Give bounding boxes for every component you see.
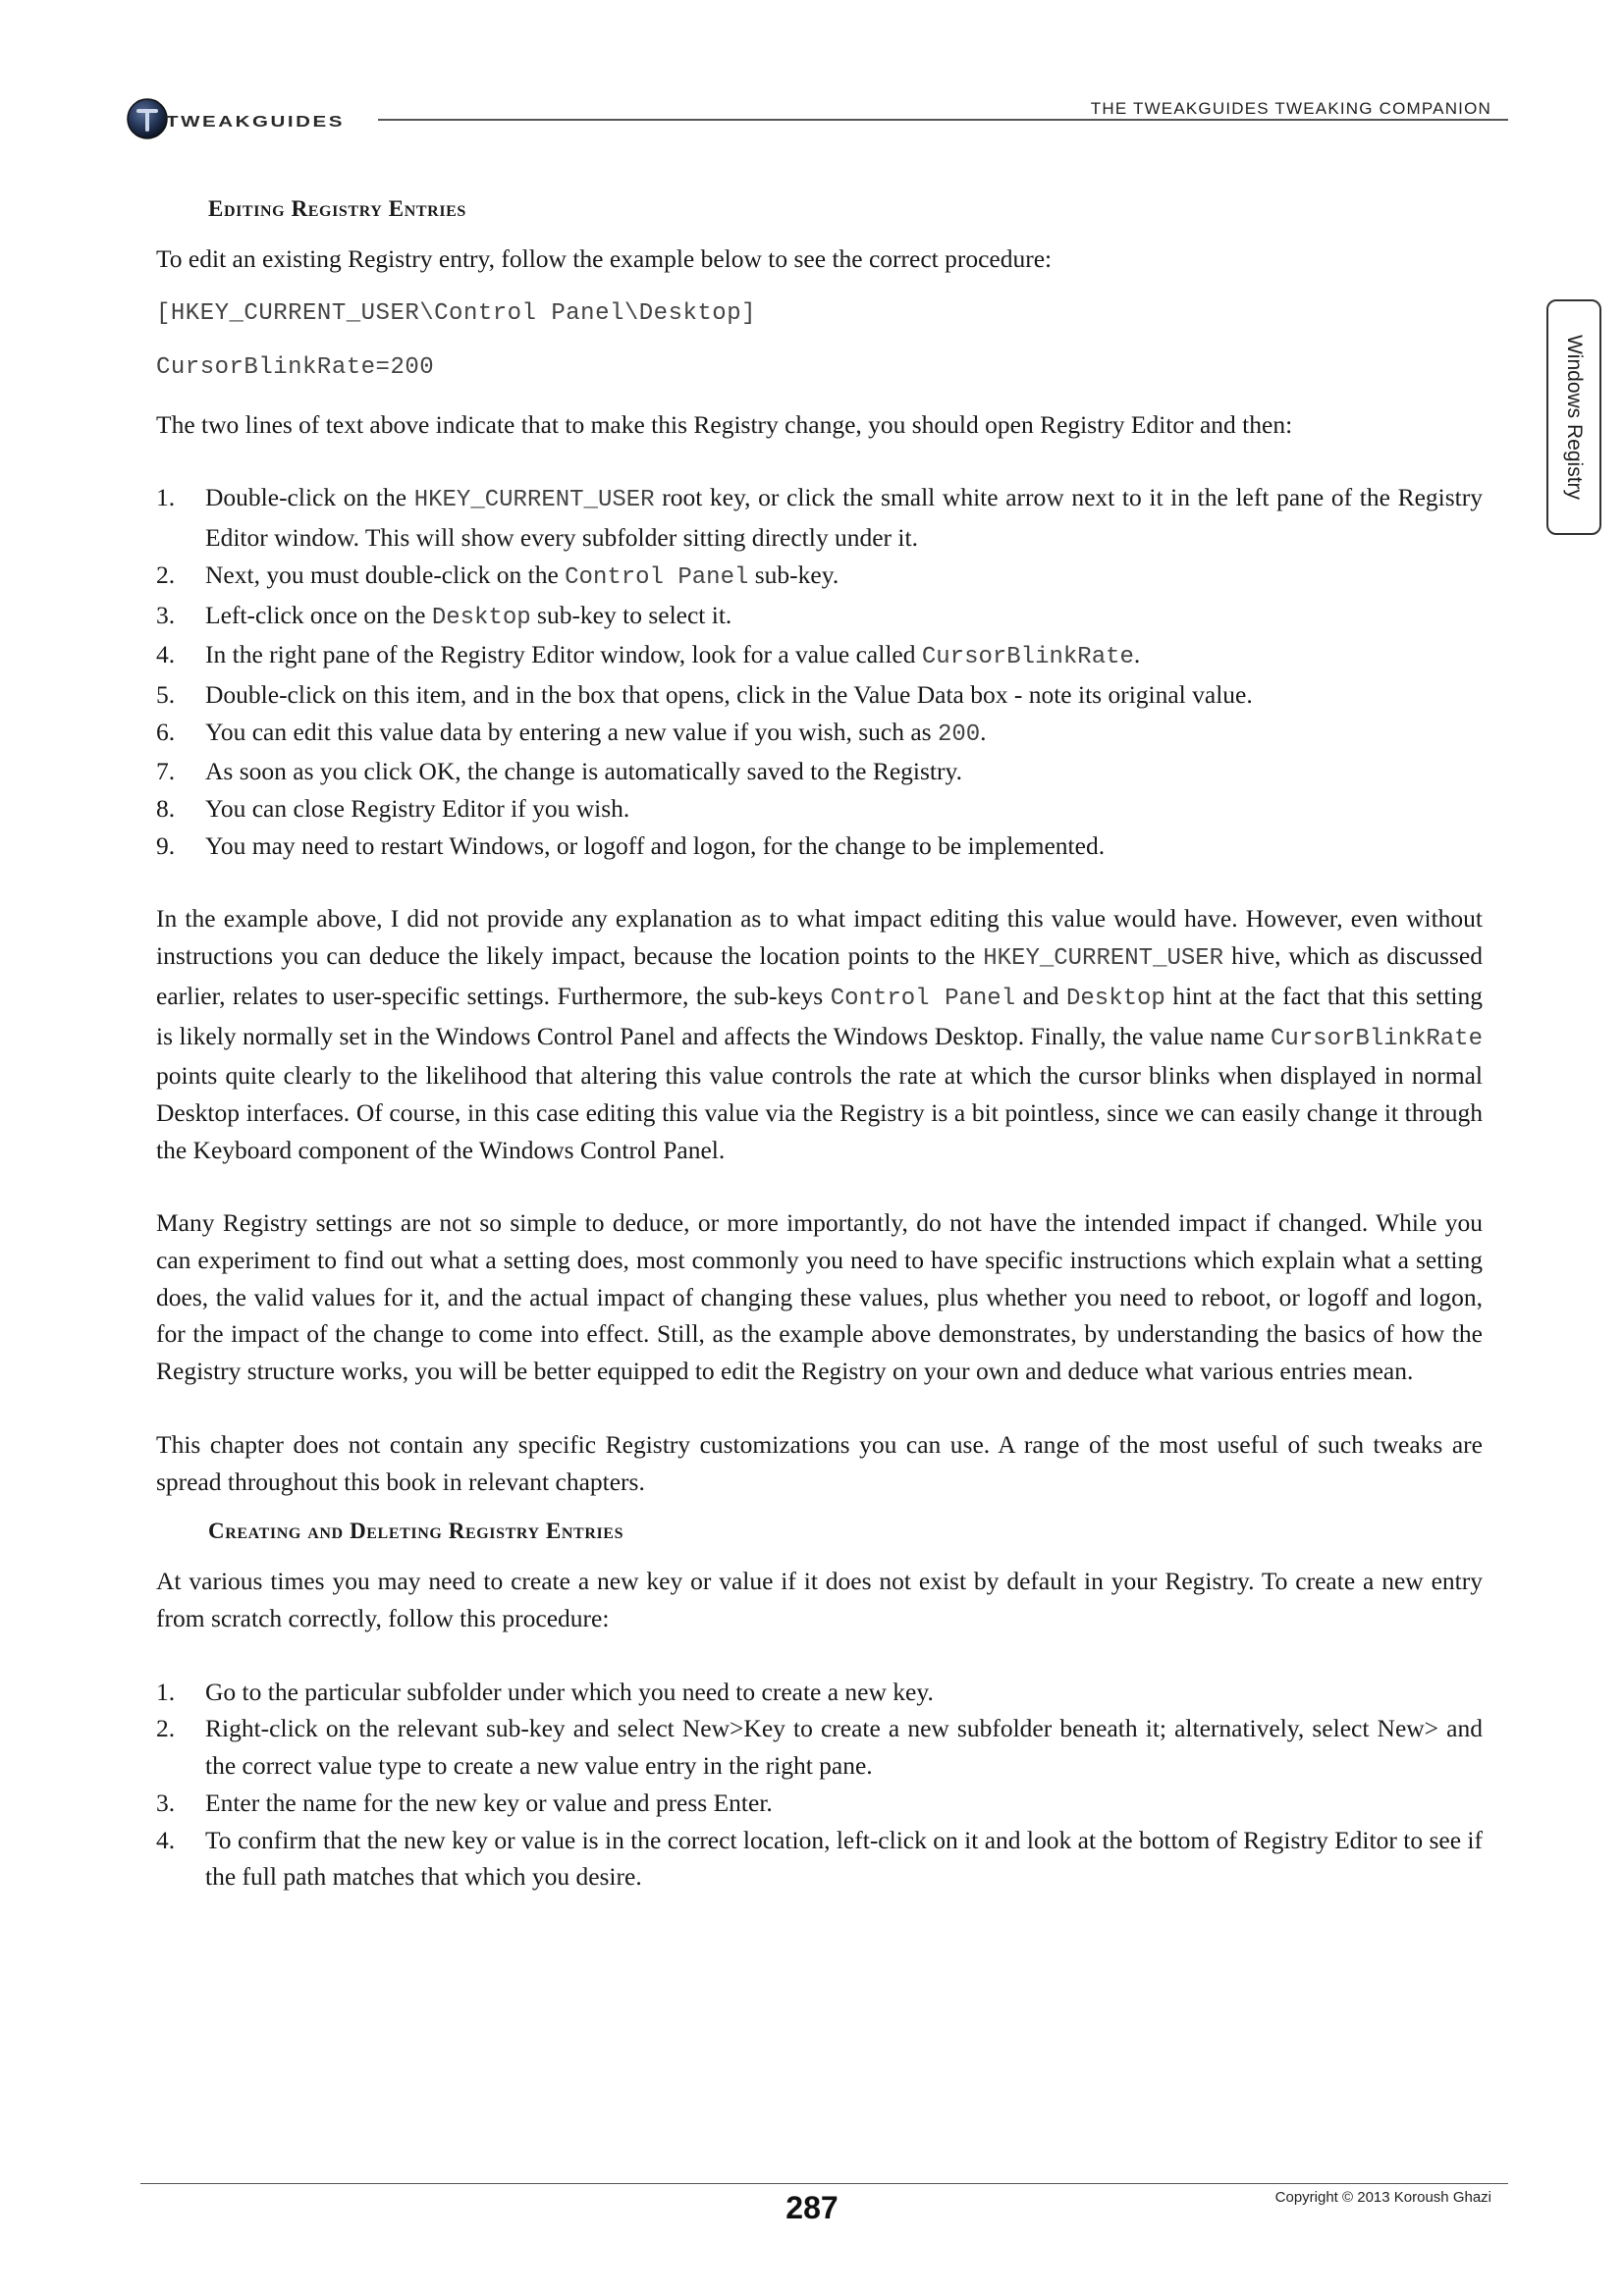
list-item-text: Next, you must double-click on the: [205, 560, 566, 589]
paragraph-text: and: [1015, 981, 1066, 1010]
list-item-number: 4.: [156, 1825, 176, 1854]
editing-lead: The two lines of text above indicate that to make this Registry change, you should open Registry Editor and then:: [156, 409, 1293, 439]
section-heading-editing: Editing Registry Entries: [208, 196, 466, 221]
list-item: [156, 753, 1483, 790]
tweakguides-logo: [126, 96, 361, 145]
list-item-text: .: [980, 717, 987, 746]
list-item-number: 1.: [156, 1677, 176, 1706]
list-item: [156, 1785, 1483, 1822]
chapter-side-tab-label: Windows Registry: [1563, 334, 1586, 501]
list-item-number: 2.: [156, 1714, 176, 1743]
footer-divider: [140, 2183, 1508, 2184]
section-heading-creating: Creating and Deleting Registry Entries: [208, 1519, 624, 1544]
list-item-text: You can edit this value data by entering a new value if you wish, such as: [205, 717, 938, 746]
header-divider: [378, 119, 1508, 121]
list-item-text: Double-click on this item, and in the box that opens, click in the Value Data box - note its original value.: [205, 679, 1253, 709]
paragraph-text: hint at the fact that this setting is likely normally set in the Windows Control Panel and affects the Windows Desktop. Finally, the value name: [156, 981, 1484, 1050]
list-item-number: 2.: [156, 560, 176, 589]
list-item: [156, 557, 1483, 597]
list-item: [156, 1710, 1483, 1784]
list-item-text: As soon as you click OK, the change is automatically saved to the Registry.: [205, 757, 962, 786]
list-item: [156, 1822, 1483, 1896]
list-item-text: Enter the name for the new key or value and press Enter.: [205, 1788, 773, 1817]
list-item-number: 3.: [156, 600, 176, 629]
inline-code: Desktop: [1066, 985, 1165, 1012]
list-item: [156, 597, 1483, 637]
list-item-text: sub-key.: [748, 560, 839, 589]
list-item-text: You can close Registry Editor if you wish.: [205, 794, 630, 824]
registry-key-path: [HKEY_CURRENT_USER\Control Panel\Desktop]: [156, 299, 756, 327]
inline-code: CursorBlinkRate: [1270, 1025, 1483, 1052]
list-item: [156, 636, 1483, 676]
creating-steps-list: [156, 1674, 1483, 1896]
list-item-number: 4.: [156, 640, 176, 669]
list-item-text: In the right pane of the Registry Editor window, look for a value called: [205, 640, 922, 669]
list-item: [156, 828, 1483, 865]
list-item: [156, 676, 1483, 714]
copyright-notice: Copyright © 2013 Koroush Ghazi: [1274, 2189, 1491, 2206]
list-item-text: .: [1133, 640, 1141, 669]
paragraph-text: hive, which as discussed earlier, relates to user-specific settings. Furthermore, the sub-keys: [156, 941, 1483, 1010]
list-item: [156, 714, 1483, 754]
editing-intro: To edit an existing Registry entry, follow the example below to see the correct procedure:: [156, 244, 1053, 273]
header-title: THE TWEAKGUIDES TWEAKING COMPANION: [1090, 99, 1491, 118]
list-item-text: root key, or click the small white arrow next to it in the left pane of the Registry Editor window. This will show every subfolder sitting directly under it.: [205, 483, 1483, 553]
list-item-number: 1.: [156, 483, 176, 512]
list-item-text: To confirm that the new key or value is in the correct location, left-click on it and look at the bottom of Registry Editor to see if the full path matches that which you desire.: [205, 1825, 1483, 1892]
list-item-number: 6.: [156, 717, 176, 746]
inline-code: CursorBlinkRate: [921, 644, 1134, 671]
list-item: [156, 479, 1483, 556]
paragraph-text: In the example above, I did not provide any explanation as to what impact editing this value would have. However, even without instructions you can deduce the likely impact, because the location points to the: [156, 904, 1483, 971]
registry-example-block: [156, 295, 1483, 387]
example-explanation-paragraph: [156, 900, 1483, 1168]
inline-code: Control Panel: [830, 985, 1016, 1012]
page-content: [156, 191, 1483, 1932]
creating-intro: At various times you may need to create a new key or value if it does not exist by default in your Registry. To create a new entry from scratch correctly, follow this procedure:: [156, 1567, 1483, 1632]
paragraph-text: points quite clearly to the likelihood that altering this value controls the rate at which the cursor blinks when displayed in normal Desktop interfaces. Of course, in this case editing this value via the Registry is a bit pointless, since we can easily change it through the Keyboard component of the Windows Control Panel.: [156, 1061, 1483, 1164]
chapter-note-paragraph: This chapter does not contain any specific Registry customizations you can use. A range of the most useful of such tweaks are spread throughout this book in relevant chapters.: [156, 1429, 1483, 1496]
list-item-text: sub-key to select it.: [530, 600, 732, 629]
editing-steps-list: [156, 479, 1483, 864]
registry-value-line: CursorBlinkRate=200: [156, 353, 435, 381]
inline-code: Desktop: [431, 604, 531, 631]
list-item-text: You may need to restart Windows, or logoff and logon, for the change to be implemented.: [205, 830, 1106, 860]
list-item-number: 5.: [156, 679, 176, 709]
inline-code: HKEY_CURRENT_USER: [413, 487, 655, 514]
list-item: [156, 790, 1483, 828]
list-item-text: Right-click on the relevant sub-key and select New>Key to create a new subfolder beneath it; alternatively, select New> and the correct value type to create a new value entry in the right pane.: [205, 1714, 1483, 1781]
list-item-number: 9.: [156, 830, 176, 860]
list-item-text: Left-click once on the: [205, 600, 432, 629]
logo-text: TWEAKGUIDES: [166, 114, 345, 131]
list-item-text: Go to the particular subfolder under which you need to create a new key.: [205, 1677, 934, 1706]
inline-code: HKEY_CURRENT_USER: [983, 945, 1224, 973]
inline-code: 200: [937, 721, 981, 748]
list-item-number: 8.: [156, 794, 176, 824]
list-item: [156, 1674, 1483, 1711]
settings-deduce-paragraph: Many Registry settings are not so simple to deduce, or more importantly, do not have the intended impact if changed. While you can experiment to find out what a setting does, most commonly you need to have specific instructions which explain what a setting does, the valid values for it, and the actual impact of changing these values, plus whether you need to reboot, or logoff and logon, for the impact of the change to come into effect. Still, as the example above demonstrates, by understanding the basics of how the Registry structure works, you will be better equipped to edit the Registry on your own and deduce what various entries mean.: [156, 1208, 1483, 1386]
page-number: 287: [785, 2190, 839, 2225]
inline-code: Control Panel: [565, 563, 749, 591]
list-item-text: Double-click on the: [205, 483, 414, 512]
list-item-number: 3.: [156, 1788, 176, 1817]
list-item-number: 7.: [156, 757, 176, 786]
chapter-side-tab: [1546, 299, 1601, 535]
